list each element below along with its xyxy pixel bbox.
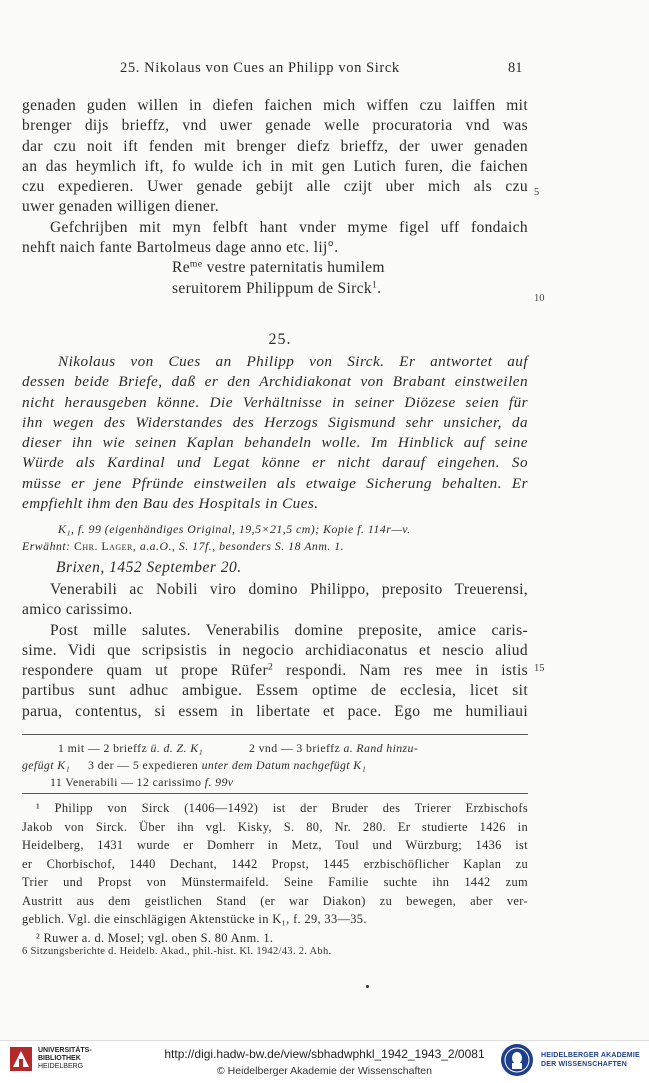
letter-text: respondi. Nam res mee in istis: [286, 662, 528, 680]
footnote-rule: [22, 793, 528, 794]
body-line: an das heymlich ift, fo wulde ich in mit gen Lutich furen, die faichen: [22, 157, 528, 175]
source-line: [22, 538, 528, 555]
source-prefix: Erwähnt:: [22, 539, 71, 553]
footnote-line: Heidelberg, 1431 wurde er Domherr in Metz, Toul und Würzburg; 1436 ist: [22, 838, 528, 852]
letter-text: respondere quam ut prope Rüfer: [22, 662, 269, 680]
letter-body: [22, 580, 528, 722]
letter-line: parua, contentus, si essem in libertate et pace. Ego me humiliaui: [22, 702, 528, 720]
regest-line: empfiehlt ihm den Bau des Hospitals in Cues.: [22, 495, 319, 513]
source-line: K₁, f. 99 (eigenhändiges Original, 19,5×21,5 cm); Kopie f. 114r—v.: [58, 522, 411, 536]
academy-name: [541, 1051, 640, 1069]
apparatus-siglum: K₁: [190, 741, 203, 755]
body-line: Gefchrijben mit myn felbft hant vnder myme figel uff fondaich: [50, 218, 528, 236]
margin-line-number: 10: [534, 293, 545, 304]
footnote-line: Jakob von Sirck. Über ihn vgl. Kisky, S. 80, Nr. 280. Er studierte 1426 in: [22, 819, 528, 834]
footnote-line: Trier und Propst von Münstermaifeld. Seine Familie suchte ihn 1442 zum: [22, 875, 528, 889]
footnote-line: ¹ Philipp von Sirck (1406—1492) ist der Bruder des Trierer Erzbischofs: [36, 801, 528, 815]
closing-prefix: Re: [172, 259, 190, 277]
source-rest: a.a.O., S. 17f., besonders S. 18 Anm. 1.: [139, 539, 345, 553]
page-number: 81: [508, 60, 523, 76]
regest-line: nicht herausgeben könne. Die Verhältnisse in seiner Diözese seien für: [22, 393, 528, 411]
closing-line: seruitorem Philippum de Sirck$^1$.: [172, 279, 382, 297]
document-number: 25.: [268, 331, 292, 348]
apparatus-note: a. Rand hinzu-: [343, 741, 419, 755]
critical-apparatus: [22, 740, 542, 791]
apparatus-note: gefügt: [22, 758, 54, 772]
footnote-line: er Chorbischof, 1440 Dechant, 1442 Propst, 1445 erzbischöflicher Kaplan zu: [22, 856, 528, 871]
running-title: 25. Nikolaus von Cues an Philipp von Sirck: [120, 60, 400, 76]
footnote-line: ² Ruwer a. d. Mosel; vgl. oben S. 80 Anm. 1.: [36, 930, 274, 945]
body-line: genaden guden willen in diefen faichen mich wiffen czu laiffen mit: [22, 97, 528, 114]
print-speck: [366, 985, 369, 988]
regest-line: ihn wegen des Widerstandes des Herzogs Sigismund sehr unsicher, da: [22, 413, 528, 431]
apparatus-line: [22, 740, 542, 757]
regest-line: Nikolaus von Cues an Philipp von Sirck. Er antwortet auf: [58, 353, 528, 370]
apparatus-entry: 1 mit — 2 brieffz: [58, 741, 148, 755]
apparatus-note: ü. d. Z.: [150, 741, 187, 755]
apparatus-entry: 11 Venerabili — 12 carissimo: [50, 775, 202, 789]
body-line: dar czu noit ift fenden mit brenger diefz brieffz, der uwer genaden: [22, 137, 528, 155]
source-note: [22, 521, 528, 555]
margin-line-number: 15: [534, 663, 545, 674]
footnote-ref: 2: [268, 661, 274, 673]
apparatus-siglum: K₁: [353, 758, 367, 772]
library-name-line: BIBLIOTHEK: [38, 1055, 81, 1062]
library-name-line: HEIDELBERG: [38, 1063, 84, 1070]
letter-line: Post mille salutes. Venerabilis domine preposite, amice caris-: [50, 621, 528, 639]
apparatus-note: f. 99v: [204, 775, 234, 789]
letter-line: partibus sunt adhuc ambigue. Essem optime de ecclesia, licet sit: [22, 682, 528, 700]
apparatus-line: [22, 774, 542, 791]
regest-line: Würde als Kardinal und Legat könne er nicht darauf eingehen. So: [22, 454, 528, 472]
academy-name-line: HEIDELBERGER AKADEMIE: [541, 1052, 640, 1059]
apparatus-line: [22, 757, 542, 774]
regest-line: dieser ihn wie seinen Kaplan behandeln wolle. Im Hinblick auf seine: [22, 434, 528, 452]
letter-line: amico carissimo.: [22, 601, 133, 619]
body-line: brenger dijs brieffz, vnd uwer genade welle procuratoria vnd was: [22, 117, 528, 135]
apparatus-rule: [22, 734, 528, 735]
apparatus-note: unter dem Datum nachgefügt: [201, 758, 350, 772]
copyright-notice: © Heidelberger Akademie der Wissenschaften: [217, 1065, 432, 1077]
body-line: uwer genaden willigen diener.: [22, 198, 219, 216]
closing-sup: me: [189, 259, 203, 271]
regest-line: müsse er jene Pfründe einstweilen als etwaige Sicherung behalten. Er: [22, 474, 528, 492]
body-line: czu expedieren. Uwer genade gebijt alle czijt uber mich als czu: [22, 178, 528, 196]
closing-line: [22, 258, 528, 278]
regest-line: dessen beide Briefe, daß er den Archidiakonat von Brabant einstweilen: [22, 373, 528, 391]
printer-signature: 6 Sitzungsberichte d. Heidelb. Akad., phil.-hist. Kl. 1942/43. 2. Abh.: [22, 946, 332, 957]
footnotes: [22, 799, 528, 947]
library-name-line: UNIVERSITÄTS-: [38, 1047, 92, 1054]
letter-line: sime. Vidi que scripsistis in negocio archidiaconatus et nescio aliud: [22, 641, 528, 659]
place-date: Brixen, 1452 September 20.: [56, 559, 242, 576]
apparatus-entry: 2 vnd — 3 brieffz: [248, 741, 341, 755]
closing-text: seruitorem Philippum de Sirck: [172, 279, 373, 297]
footnote-line: Austritt aus dem geistlichen Stand (er war Diakon) zu bewegen, aber ver-: [22, 893, 528, 908]
author-name: Chr. Lager,: [74, 539, 137, 553]
body-line: nehft naich fante Bartolmeus dage anno etc. lij°.: [22, 239, 339, 257]
footer-bar: [0, 1040, 649, 1083]
academy-seal-icon: [500, 1043, 534, 1077]
footnote-ref: 1: [372, 279, 378, 291]
permalink-url[interactable]: http://digi.hadw-bw.de/view/sbhadwphkl_1942_1943_2/0081: [164, 1047, 485, 1061]
body-top: [22, 96, 528, 299]
footnote-line: geblich. Vgl. die einschlägigen Aktenstücke in K₁, f. 29, 33—35.: [22, 912, 367, 926]
closing-text: vestre paternitatis humilem: [206, 259, 385, 277]
apparatus-siglum: K₁: [57, 758, 71, 772]
apparatus-entry: 3 der — 5 expedieren: [88, 758, 199, 772]
letter-line: [22, 661, 528, 681]
margin-line-number: 5: [534, 187, 540, 198]
letter-line: Venerabili ac Nobili viro domino Philippo, preposito Treuerensi,: [50, 581, 528, 598]
academy-name-line: DER WISSENSCHAFTEN: [541, 1061, 628, 1068]
regest: [22, 352, 528, 514]
